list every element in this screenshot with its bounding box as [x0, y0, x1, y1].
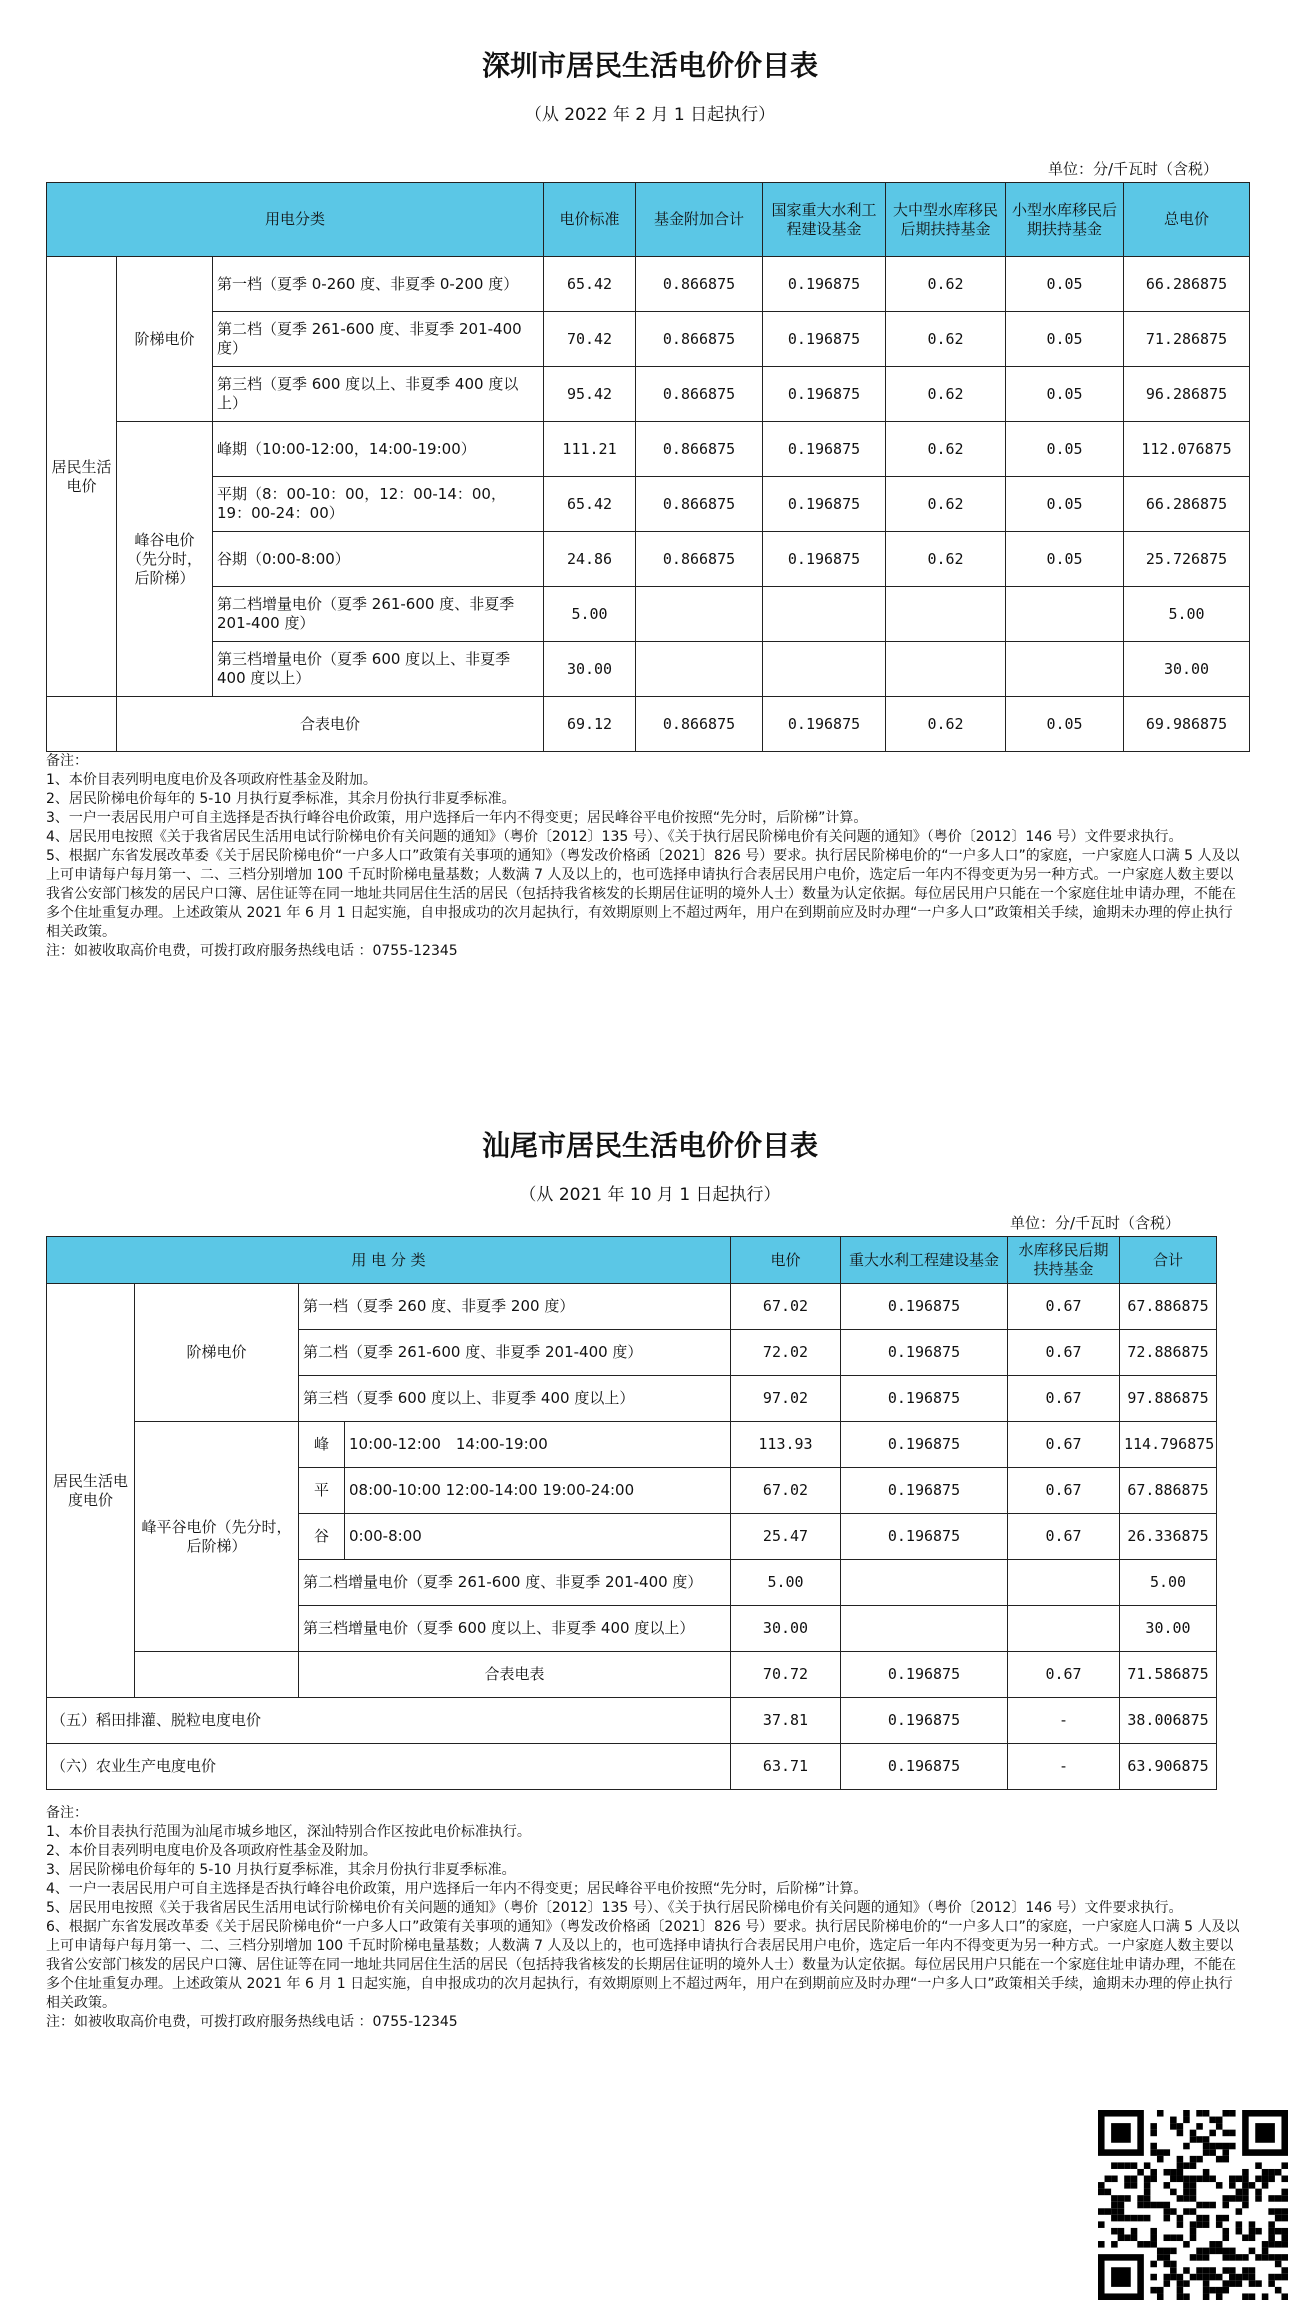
cell-small-reservoir: 0.05 [1006, 697, 1124, 752]
cell-total: 72.886875 [1120, 1330, 1217, 1376]
shenzhen-notes [46, 752, 1246, 961]
row-label: 第一档（夏季 0-260 度、非夏季 0-200 度） [213, 257, 544, 312]
cell-large-reservoir: 0.62 [886, 697, 1006, 752]
cell-total: 38.006875 [1120, 1698, 1217, 1744]
cell-large-reservoir: 0.62 [886, 312, 1006, 367]
group-label: 居民生活电价 [47, 257, 117, 697]
cell-water-fund [763, 642, 886, 697]
total-label: 合表电价 [117, 697, 544, 752]
cell-large-reservoir: 0.62 [886, 257, 1006, 312]
note-line: 备注： [46, 753, 88, 769]
cell-price: 72.02 [731, 1330, 841, 1376]
cell-price: 30.00 [731, 1606, 841, 1652]
note-line: 4、居民用电按照《关于我省居民生活用电试行阶梯电价有关问题的通知》（粤价〔2012〕135 号）、《关于执行居民阶梯电价有关问题的通知》（粤价〔2012〕146 号）文件要求执行。 [46, 829, 1183, 845]
cell-price: 69.12 [544, 697, 636, 752]
cell-price: 25.47 [731, 1514, 841, 1560]
cell-price: 67.02 [731, 1284, 841, 1330]
cell-reservoir-fund: 0.67 [1008, 1284, 1120, 1330]
note-line: 6、根据广东省发展改革委《关于居民阶梯电价“一户多人口”政策有关事项的通知》（粤发改价格函〔2021〕826 号）要求。执行居民阶梯电价的“一户多人口”的家庭，一户家庭人口满 5 人及以上可申请每户每月第一、二、三档分别增加 100 千瓦时阶梯电量基数；人数满 7 人及以上的，也可选择申请执行合表居民用户电价，选定后一年内不得变更为另一种方式。一户家庭人数主要以我省公安部门核发的居民户口簿、居住证等在同一地址共同居住生活的居民（包括持我省核发的长期居住证明的境外人士）数量为认定依据。每位居民用户只能在一个家庭住址申请办理，不能在多个住址重复办理。上述政策从 2021 年 6 月 1 日起实施，自申报成功的次月起执行，有效期原则上不超过两年，用户在到期前应及时办理“一户多人口”政策相关手续，逾期未办理的停止执行相关政策。 [46, 1919, 1240, 2011]
cell-water-fund: 0.196875 [841, 1514, 1008, 1560]
cell-reservoir-fund: 0.67 [1008, 1376, 1120, 1422]
cell-total: 66.286875 [1124, 477, 1250, 532]
cell-fund-total: 0.866875 [636, 422, 763, 477]
cell-fund-total: 0.866875 [636, 477, 763, 532]
cell-fund-total: 0.866875 [636, 312, 763, 367]
cell-water-fund: 0.196875 [841, 1330, 1008, 1376]
period-time: 0:00-8:00 [345, 1514, 731, 1560]
cell-total: 71.286875 [1124, 312, 1250, 367]
cell-small-reservoir: 0.05 [1006, 532, 1124, 587]
cell-water-fund [841, 1560, 1008, 1606]
cell-water-fund: 0.196875 [763, 312, 886, 367]
shanwei-title: 汕尾市居民生活电价价目表 [481, 1129, 818, 1162]
row-label: 第三档（夏季 600 度以上、非夏季 400 度以上） [299, 1376, 731, 1422]
cell-large-reservoir: 0.62 [886, 422, 1006, 477]
cell-total: 71.586875 [1120, 1652, 1217, 1698]
cell-total: 66.286875 [1124, 257, 1250, 312]
row-label: （五）稻田排灌、脱粒电度电价 [47, 1698, 731, 1744]
cell-total: 96.286875 [1124, 367, 1250, 422]
cell-reservoir-fund: - [1008, 1744, 1120, 1790]
cell-fund-total: 0.866875 [636, 532, 763, 587]
cell-price: 65.42 [544, 257, 636, 312]
cell-large-reservoir: 0.62 [886, 477, 1006, 532]
cell-small-reservoir [1006, 587, 1124, 642]
cell-small-reservoir: 0.05 [1006, 367, 1124, 422]
note-line: 注：如被收取高价电费，可拨打政府服务热线电话 ：0755-12345 [46, 2014, 458, 2030]
header-small-reservoir-fund: 小型水库移民后期扶持基金 [1006, 183, 1124, 257]
header-price: 电价 [731, 1237, 841, 1284]
total-label: 合表电表 [299, 1652, 731, 1698]
cell-water-fund: 0.196875 [763, 422, 886, 477]
cell-water-fund: 0.196875 [763, 697, 886, 752]
row-label: 谷期（0:00-8:00） [213, 532, 544, 587]
cell-water-fund: 0.196875 [841, 1468, 1008, 1514]
row-label: 第二档（夏季 261-600 度、非夏季 201-400 度） [299, 1330, 731, 1376]
header-large-reservoir-fund: 大中型水库移民后期扶持基金 [886, 183, 1006, 257]
cell-price: 67.02 [731, 1468, 841, 1514]
cell-price: 70.42 [544, 312, 636, 367]
note-line: 1、本价目表执行范围为汕尾市城乡地区，深汕特别合作区按此电价标准执行。 [46, 1824, 531, 1840]
cell-fund-total: 0.866875 [636, 367, 763, 422]
qr-code-icon[interactable] [1098, 2110, 1288, 2300]
shenzhen-unit: 单位：分/千瓦时（含税） [1048, 160, 1219, 178]
shenzhen-price-table [46, 182, 1250, 752]
cell-price: 30.00 [544, 642, 636, 697]
cell-water-fund: 0.196875 [763, 257, 886, 312]
cell-total: 97.886875 [1120, 1376, 1217, 1422]
note-line: 4、一户一表居民用户可自主选择是否执行峰谷电价政策，用户选择后一年内不得变更；居民峰谷平电价按照“先分时，后阶梯”计算。 [46, 1881, 868, 1897]
row-label: 第二档增量电价（夏季 261-600 度、非夏季 201-400 度） [213, 587, 544, 642]
header-water-fund: 国家重大水利工程建设基金 [763, 183, 886, 257]
cell-price: 97.02 [731, 1376, 841, 1422]
note-line: 3、居民阶梯电价每年的 5-10 月执行夏季标准，其余月份执行非夏季标准。 [46, 1862, 516, 1878]
period-tag: 谷 [299, 1514, 345, 1560]
cell-total: 69.986875 [1124, 697, 1250, 752]
cell-total: 112.076875 [1124, 422, 1250, 477]
header-fund-total: 基金附加合计 [636, 183, 763, 257]
cell-water-fund: 0.196875 [841, 1422, 1008, 1468]
header-category: 用电分类 [47, 183, 544, 257]
cell-water-fund: 0.196875 [841, 1652, 1008, 1698]
cell-large-reservoir: 0.62 [886, 367, 1006, 422]
group-label: 居民生活电度电价 [47, 1284, 135, 1698]
cell-water-fund [841, 1606, 1008, 1652]
row-label: 第三档（夏季 600 度以上、非夏季 400 度以上） [213, 367, 544, 422]
cell-large-reservoir [886, 642, 1006, 697]
period-time: 08:00-10:00 12:00-14:00 19:00-24:00 [345, 1468, 731, 1514]
cell-price: 5.00 [731, 1560, 841, 1606]
cell-total: 26.336875 [1120, 1514, 1217, 1560]
cell-price: 95.42 [544, 367, 636, 422]
cell-price: 37.81 [731, 1698, 841, 1744]
shanwei-subtitle: （从 2021 年 10 月 1 日起执行） [519, 1185, 781, 1205]
cell-water-fund: 0.196875 [841, 1284, 1008, 1330]
tou-group-label: 峰平谷电价（先分时，后阶梯） [135, 1422, 299, 1652]
note-line: 备注： [46, 1805, 88, 1821]
cell-water-fund: 0.196875 [841, 1698, 1008, 1744]
note-line: 2、本价目表列明电度电价及各项政府性基金及附加。 [46, 1843, 377, 1859]
cell-large-reservoir: 0.62 [886, 532, 1006, 587]
cell-fund-total: 0.866875 [636, 257, 763, 312]
cell-total: 25.726875 [1124, 532, 1250, 587]
cell-total: 30.00 [1124, 642, 1250, 697]
cell-reservoir-fund: 0.67 [1008, 1422, 1120, 1468]
cell-small-reservoir: 0.05 [1006, 312, 1124, 367]
cell-total: 5.00 [1120, 1560, 1217, 1606]
cell-total: 63.906875 [1120, 1744, 1217, 1790]
header-category: 用 电 分 类 [47, 1237, 731, 1284]
row-label: 峰期（10:00-12:00，14:00-19:00） [213, 422, 544, 477]
tier-group-label: 阶梯电价 [117, 257, 213, 422]
cell-total: 30.00 [1120, 1606, 1217, 1652]
note-line: 5、根据广东省发展改革委《关于居民阶梯电价“一户多人口”政策有关事项的通知》（粤发改价格函〔2021〕826 号）要求。执行居民阶梯电价的“一户多人口”的家庭，一户家庭人口满 5 人及以上可申请每户每月第一、二、三档分别增加 100 千瓦时阶梯电量基数；人数满 7 人及以上的，也可选择申请执行合表居民用户电价，选定后一年内不得变更为另一种方式。一户家庭人数主要以我省公安部门核发的居民户口簿、居住证等在同一地址共同居住生活的居民（包括持我省核发的长期居住证明的境外人士）数量为认定依据。每位居民用户只能在一个家庭住址申请办理，不能在多个住址重复办理。上述政策从 2021 年 6 月 1 日起实施，自申报成功的次月起执行，有效期原则上不超过两年，用户在到期前应及时办理“一户多人口”政策相关手续，逾期未办理的停止执行相关政策。 [46, 848, 1240, 940]
shenzhen-subtitle: （从 2022 年 2 月 1 日起执行） [524, 105, 776, 125]
shanwei-unit: 单位：分/千瓦时（含税） [1010, 1214, 1181, 1232]
cell-water-fund: 0.196875 [763, 367, 886, 422]
row-label: （六）农业生产电度电价 [47, 1744, 731, 1790]
note-line: 1、本价目表列明电度电价及各项政府性基金及附加。 [46, 772, 377, 788]
row-label: 第二档（夏季 261-600 度、非夏季 201-400 度） [213, 312, 544, 367]
cell-water-fund [763, 587, 886, 642]
note-line: 5、居民用电按照《关于我省居民生活用电试行阶梯电价有关问题的通知》（粤价〔2012〕135 号）、《关于执行居民阶梯电价有关问题的通知》（粤价〔2012〕146 号）文件要求执行。 [46, 1900, 1183, 1916]
cell-reservoir-fund: 0.67 [1008, 1652, 1120, 1698]
cell-price: 113.93 [731, 1422, 841, 1468]
header-water-fund: 重大水利工程建设基金 [841, 1237, 1008, 1284]
note-line: 3、一户一表居民用户可自主选择是否执行峰谷电价政策，用户选择后一年内不得变更；居民峰谷平电价按照“先分时，后阶梯”计算。 [46, 810, 868, 826]
cell-total: 5.00 [1124, 587, 1250, 642]
cell-price: 70.72 [731, 1652, 841, 1698]
shanwei-price-table [46, 1236, 1217, 1790]
cell-water-fund: 0.196875 [763, 532, 886, 587]
cell-water-fund: 0.196875 [763, 477, 886, 532]
cell-reservoir-fund: 0.67 [1008, 1514, 1120, 1560]
cell-total: 114.796875 [1120, 1422, 1217, 1468]
cell-price: 111.21 [544, 422, 636, 477]
cell-reservoir-fund: - [1008, 1698, 1120, 1744]
cell-small-reservoir [1006, 642, 1124, 697]
tier-group-label: 阶梯电价 [135, 1284, 299, 1422]
cell-small-reservoir: 0.05 [1006, 477, 1124, 532]
header-price: 电价标准 [544, 183, 636, 257]
header-total: 合计 [1120, 1237, 1217, 1284]
cell-reservoir-fund [1008, 1560, 1120, 1606]
cell-total: 67.886875 [1120, 1284, 1217, 1330]
row-label: 第三档增量电价（夏季 600 度以上、非夏季 400 度以上） [299, 1606, 731, 1652]
cell-price: 65.42 [544, 477, 636, 532]
cell-small-reservoir: 0.05 [1006, 422, 1124, 477]
cell-total: 67.886875 [1120, 1468, 1217, 1514]
cell-fund-total: 0.866875 [636, 697, 763, 752]
note-line: 注：如被收取高价电费，可拨打政府服务热线电话 ：0755-12345 [46, 943, 458, 959]
cell-reservoir-fund: 0.67 [1008, 1468, 1120, 1514]
row-label: 第二档增量电价（夏季 261-600 度、非夏季 201-400 度） [299, 1560, 731, 1606]
cell-fund-total [636, 642, 763, 697]
row-label: 第三档增量电价（夏季 600 度以上、非夏季 400 度以上） [213, 642, 544, 697]
cell-reservoir-fund: 0.67 [1008, 1330, 1120, 1376]
cell-large-reservoir [886, 587, 1006, 642]
cell-price: 63.71 [731, 1744, 841, 1790]
period-tag: 峰 [299, 1422, 345, 1468]
period-tag: 平 [299, 1468, 345, 1514]
row-label: 平期（8：00-10：00，12：00-14：00，19：00-24：00） [213, 477, 544, 532]
cell-fund-total [636, 587, 763, 642]
header-total-price: 总电价 [1124, 183, 1250, 257]
cell-water-fund: 0.196875 [841, 1376, 1008, 1422]
shenzhen-title: 深圳市居民生活电价价目表 [481, 49, 818, 82]
cell-small-reservoir: 0.05 [1006, 257, 1124, 312]
shanwei-notes [46, 1804, 1246, 2032]
cell-price: 24.86 [544, 532, 636, 587]
cell-water-fund: 0.196875 [841, 1744, 1008, 1790]
cell-reservoir-fund [1008, 1606, 1120, 1652]
note-line: 2、居民阶梯电价每年的 5-10 月执行夏季标准，其余月份执行非夏季标准。 [46, 791, 516, 807]
period-time: 10:00-12:00 14:00-19:00 [345, 1422, 731, 1468]
tou-group-label: 峰谷电价（先分时，后阶梯） [117, 422, 213, 697]
row-label: 第一档（夏季 260 度、非夏季 200 度） [299, 1284, 731, 1330]
header-reservoir-fund: 水库移民后期扶持基金 [1008, 1237, 1120, 1284]
cell-price: 5.00 [544, 587, 636, 642]
